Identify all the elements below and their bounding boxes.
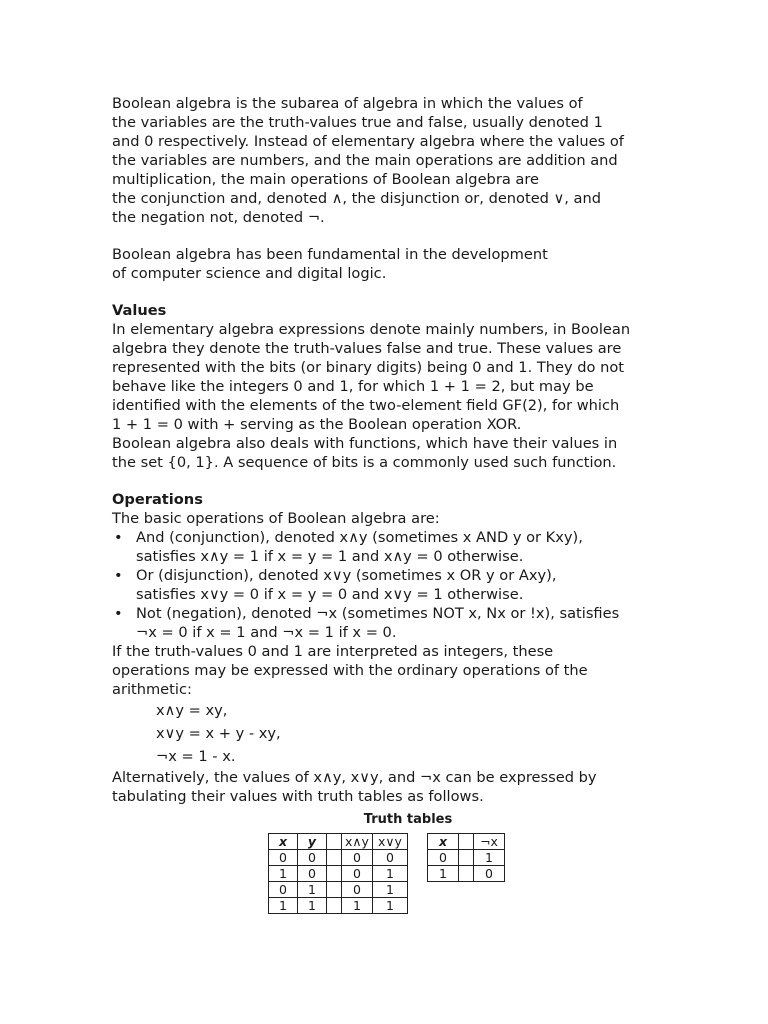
table-cell: 0: [269, 850, 298, 866]
formula: x∧y = xy,: [156, 702, 228, 719]
column-header: y: [298, 834, 327, 850]
text-line: 1 + 1 = 0 with + serving as the Boolean operation XOR.: [112, 416, 522, 433]
table-cell: 1: [428, 866, 459, 882]
column-header: x: [269, 834, 298, 850]
bullet-icon: •: [114, 529, 123, 546]
table-cell: [327, 850, 342, 866]
text-line: of computer science and digital logic.: [112, 265, 387, 282]
values-paragraph: [112, 320, 672, 472]
text-line: tabulating their values with truth tables as follows.: [112, 788, 484, 805]
text-line: the variables are numbers, and the main operations are addition and: [112, 152, 618, 169]
operations-heading: Operations: [112, 491, 203, 508]
text-line: Boolean algebra has been fundamental in the development: [112, 246, 548, 263]
table-cell: 1: [373, 882, 408, 898]
text-line: ¬x = 0 if x = 1 and ¬x = 1 if x = 0.: [136, 624, 397, 641]
formula: x∨y = x + y - xy,: [156, 725, 281, 742]
table-cell: 1: [298, 898, 327, 914]
text-line: operations may be expressed with the ordinary operations of the: [112, 662, 588, 679]
text-line: identified with the elements of the two-element field GF(2), for which: [112, 397, 620, 414]
text-line: the conjunction and, denoted ∧, the disjunction or, denoted ∨, and: [112, 190, 602, 207]
document-body: [112, 94, 672, 806]
text-line: If the truth-values 0 and 1 are interpreted as integers, these: [112, 643, 554, 660]
table-row: [269, 866, 408, 882]
list-item: [112, 604, 672, 642]
table-cell: [459, 866, 474, 882]
table-cell: 0: [298, 866, 327, 882]
table-header-row: [428, 834, 505, 850]
text-line: behave like the integers 0 and 1, for which 1 + 1 = 2, but may be: [112, 378, 594, 395]
operations-paragraph: [112, 642, 672, 699]
text-line: multiplication, the main operations of Boolean algebra are: [112, 171, 539, 188]
table-header-row: [269, 834, 408, 850]
truth-table-not: [427, 833, 505, 882]
table-cell: 1: [298, 882, 327, 898]
formula-block: [112, 699, 672, 768]
table-row: [428, 866, 505, 882]
operations-intro: The basic operations of Boolean algebra are:: [112, 510, 440, 527]
table-cell: 1: [342, 898, 373, 914]
column-header: [459, 834, 474, 850]
table-cell: 0: [342, 866, 373, 882]
text-line: algebra they denote the truth-values false and true. These values are: [112, 340, 622, 357]
text-line: satisfies x∨y = 0 if x = y = 0 and x∨y = 1 otherwise.: [136, 586, 524, 603]
table-row: [269, 898, 408, 914]
column-header: x: [428, 834, 459, 850]
table-cell: 0: [298, 850, 327, 866]
table-cell: 1: [373, 866, 408, 882]
table-cell: 0: [342, 850, 373, 866]
intro-paragraph-1: [112, 94, 672, 227]
table-cell: 1: [373, 898, 408, 914]
text-line: and 0 respectively. Instead of elementary algebra where the values of: [112, 133, 624, 150]
intro-paragraph-2: [112, 245, 672, 283]
bullet-icon: •: [114, 567, 123, 584]
table-cell: 0: [373, 850, 408, 866]
text-line: Boolean algebra is the subarea of algebra in which the values of: [112, 95, 583, 112]
column-header: x∨y: [373, 834, 408, 850]
table-cell: [327, 882, 342, 898]
table-cell: 1: [269, 898, 298, 914]
column-header: ¬x: [474, 834, 505, 850]
formula: ¬x = 1 - x.: [156, 748, 236, 765]
table-cell: [327, 866, 342, 882]
table-cell: 1: [269, 866, 298, 882]
closing-paragraph: [112, 768, 672, 806]
operations-list: [112, 528, 672, 642]
text-line: represented with the bits (or binary digits) being 0 and 1. They do not: [112, 359, 625, 376]
table-cell: [459, 850, 474, 866]
text-line: Not (negation), denoted ¬x (sometimes NOT x, Nx or !x), satisfies: [136, 605, 620, 622]
text-line: In elementary algebra expressions denote mainly numbers, in Boolean: [112, 321, 631, 338]
column-header: x∧y: [342, 834, 373, 850]
list-item: [112, 566, 672, 604]
text-line: satisfies x∧y = 1 if x = y = 1 and x∧y = 0 otherwise.: [136, 548, 524, 565]
text-line: Or (disjunction), denoted x∨y (sometimes x OR y or Axy),: [136, 567, 557, 584]
text-line: Alternatively, the values of x∧y, x∨y, and ¬x can be expressed by: [112, 769, 597, 786]
column-header: [327, 834, 342, 850]
text-line: the set {0, 1}. A sequence of bits is a commonly used such function.: [112, 454, 617, 471]
table-cell: [327, 898, 342, 914]
table-cell: 0: [428, 850, 459, 866]
text-line: And (conjunction), denoted x∧y (sometimes x AND y or Kxy),: [136, 529, 583, 546]
table-row: [269, 850, 408, 866]
bullet-icon: •: [114, 605, 123, 622]
truth-tables-caption: Truth tables: [363, 812, 453, 827]
text-line: arithmetic:: [112, 681, 192, 698]
table-row: [269, 882, 408, 898]
table-cell: 0: [474, 866, 505, 882]
truth-table-and-or: [268, 833, 408, 914]
text-line: Boolean algebra also deals with functions, which have their values in: [112, 435, 618, 452]
list-item: [112, 528, 672, 566]
text-line: the negation not, denoted ¬.: [112, 209, 325, 226]
table-row: [428, 850, 505, 866]
table-cell: 1: [474, 850, 505, 866]
text-line: the variables are the truth-values true and false, usually denoted 1: [112, 114, 603, 131]
table-cell: 0: [269, 882, 298, 898]
table-cell: 0: [342, 882, 373, 898]
values-heading: Values: [112, 302, 167, 319]
